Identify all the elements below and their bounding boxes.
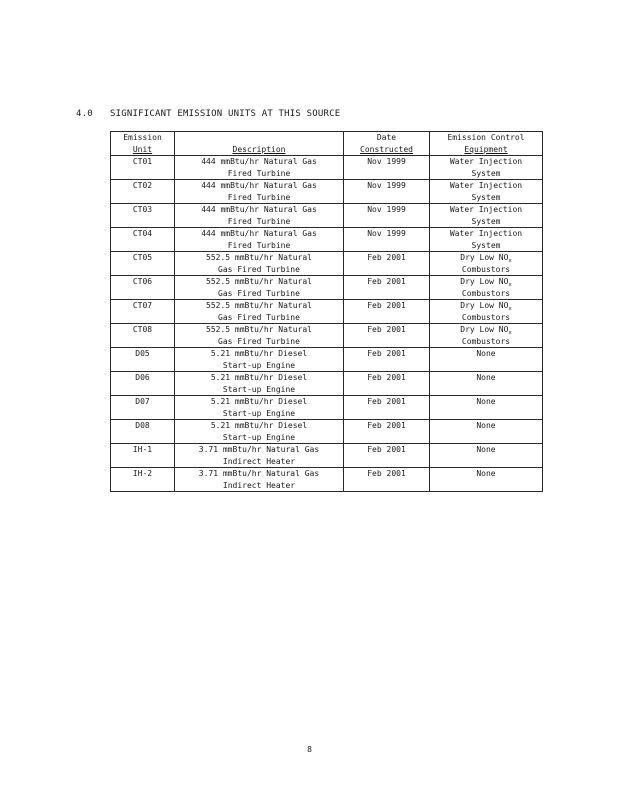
table-row	[111, 324, 543, 348]
table-row	[111, 204, 543, 228]
cell-emission-unit: IH-2	[111, 468, 175, 492]
table-header-row	[111, 132, 543, 156]
header-emission-control-equipment: Emission Control Equipment	[430, 132, 543, 156]
cell-control-equipment: None	[430, 420, 543, 444]
header-emission-unit: Emission Unit	[111, 132, 175, 156]
table-row	[111, 276, 543, 300]
table-row	[111, 468, 543, 492]
table-row	[111, 444, 543, 468]
cell-emission-unit: D07	[111, 396, 175, 420]
table-row	[111, 180, 543, 204]
header-description: Description	[175, 132, 344, 156]
cell-date-constructed: Feb 2001	[344, 468, 430, 492]
cell-date-constructed: Nov 1999	[344, 180, 430, 204]
subscript: x	[508, 282, 512, 288]
cell-emission-unit: CT01	[111, 156, 175, 180]
cell-date-constructed: Nov 1999	[344, 156, 430, 180]
cell-date-constructed: Feb 2001	[344, 420, 430, 444]
cell-date-constructed: Feb 2001	[344, 444, 430, 468]
table-row	[111, 300, 543, 324]
cell-emission-unit: CT05	[111, 252, 175, 276]
table-row	[111, 420, 543, 444]
cell-date-constructed: Feb 2001	[344, 300, 430, 324]
cell-date-constructed: Feb 2001	[344, 348, 430, 372]
cell-date-constructed: Feb 2001	[344, 396, 430, 420]
cell-date-constructed: Feb 2001	[344, 372, 430, 396]
cell-emission-unit: CT04	[111, 228, 175, 252]
cell-description: 444 mmBtu/hr Natural Gas Fired Turbine	[175, 228, 344, 252]
table-row	[111, 252, 543, 276]
cell-emission-unit: CT02	[111, 180, 175, 204]
cell-emission-unit: CT08	[111, 324, 175, 348]
cell-date-constructed: Nov 1999	[344, 228, 430, 252]
cell-description: 444 mmBtu/hr Natural Gas Fired Turbine	[175, 204, 344, 228]
cell-control-equipment: Water Injection System	[430, 228, 543, 252]
cell-description: 552.5 mmBtu/hr Natural Gas Fired Turbine	[175, 324, 344, 348]
cell-emission-unit: CT03	[111, 204, 175, 228]
cell-date-constructed: Feb 2001	[344, 276, 430, 300]
cell-emission-unit: D06	[111, 372, 175, 396]
cell-emission-unit: IH-1	[111, 444, 175, 468]
table-row	[111, 396, 543, 420]
cell-description: 552.5 mmBtu/hr Natural Gas Fired Turbine	[175, 300, 344, 324]
section-title: SIGNIFICANT EMISSION UNITS AT THIS SOURCE	[110, 109, 341, 119]
emission-units-table	[110, 131, 543, 492]
cell-date-constructed: Feb 2001	[344, 324, 430, 348]
header-date-constructed: Date Constructed	[344, 132, 430, 156]
cell-description: 444 mmBtu/hr Natural Gas Fired Turbine	[175, 156, 344, 180]
cell-description: 5.21 mmBtu/hr Diesel Start-up Engine	[175, 348, 344, 372]
cell-control-equipment: Dry Low $NO_x$ Combustors	[430, 324, 543, 348]
table-body	[111, 156, 543, 492]
table-row	[111, 228, 543, 252]
cell-control-equipment: Dry Low $NO_x$ Combustors	[430, 252, 543, 276]
subscript: x	[508, 306, 512, 312]
cell-emission-unit: CT07	[111, 300, 175, 324]
cell-description: 5.21 mmBtu/hr Diesel Start-up Engine	[175, 396, 344, 420]
cell-control-equipment: None	[430, 348, 543, 372]
cell-control-equipment: Water Injection System	[430, 204, 543, 228]
section-heading	[76, 109, 340, 119]
cell-date-constructed: Nov 1999	[344, 204, 430, 228]
cell-description: 5.21 mmBtu/hr Diesel Start-up Engine	[175, 372, 344, 396]
cell-description: 5.21 mmBtu/hr Diesel Start-up Engine	[175, 420, 344, 444]
cell-control-equipment: Water Injection System	[430, 156, 543, 180]
cell-control-equipment: None	[430, 372, 543, 396]
cell-control-equipment: None	[430, 468, 543, 492]
cell-control-equipment: Water Injection System	[430, 180, 543, 204]
cell-control-equipment: None	[430, 396, 543, 420]
page-number: 8	[307, 745, 312, 754]
table-row	[111, 156, 543, 180]
cell-description: 552.5 mmBtu/hr Natural Gas Fired Turbine	[175, 276, 344, 300]
cell-control-equipment: Dry Low $NO_x$ Combustors	[430, 276, 543, 300]
subscript: x	[508, 258, 512, 264]
cell-emission-unit: D08	[111, 420, 175, 444]
cell-control-equipment: Dry Low $NO_x$ Combustors	[430, 300, 543, 324]
cell-description: 552.5 mmBtu/hr Natural Gas Fired Turbine	[175, 252, 344, 276]
cell-description: 3.71 mmBtu/hr Natural Gas Indirect Heater	[175, 468, 344, 492]
cell-emission-unit: D05	[111, 348, 175, 372]
cell-description: 3.71 mmBtu/hr Natural Gas Indirect Heater	[175, 444, 344, 468]
table-row	[111, 372, 543, 396]
cell-date-constructed: Feb 2001	[344, 252, 430, 276]
section-number: 4.0	[76, 109, 93, 119]
cell-control-equipment: None	[430, 444, 543, 468]
subscript: x	[508, 330, 512, 336]
cell-emission-unit: CT06	[111, 276, 175, 300]
cell-description: 444 mmBtu/hr Natural Gas Fired Turbine	[175, 180, 344, 204]
table-row	[111, 348, 543, 372]
